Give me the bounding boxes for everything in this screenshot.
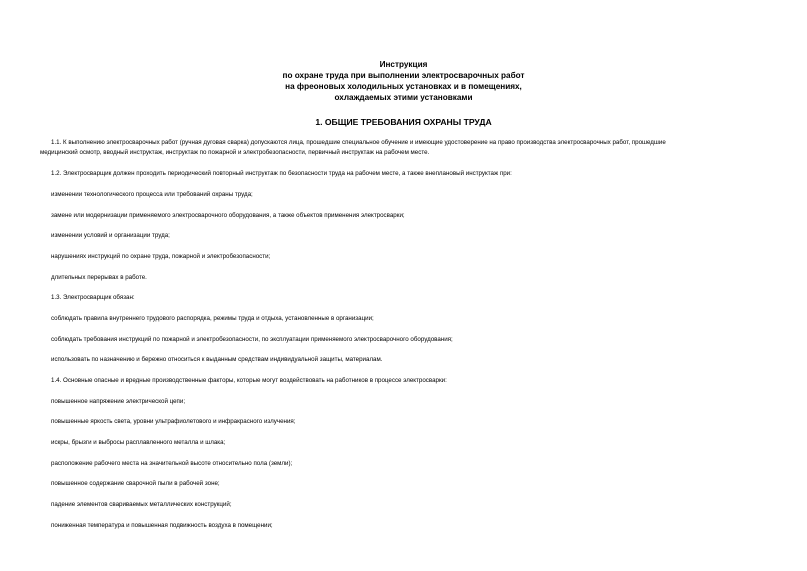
section-heading: 1. ОБЩИЕ ТРЕБОВАНИЯ ОХРАНЫ ТРУДА	[315, 117, 492, 127]
list-item: повышенное содержание сварочной пыли в рабочей зоне;	[51, 480, 220, 487]
paragraph-1-2: 1.2. Электросварщик должен проходить периодический повторный инструктаж по безопасности труда на рабочем месте, а также внеплановый инструктаж при:	[51, 170, 512, 177]
list-item: изменении технологического процесса или требований охраны труда;	[51, 191, 253, 198]
list-item: использовать по назначению и бережно относиться к выданным средствам индивидуальной защиты, материалам.	[51, 356, 383, 363]
list-item: замене или модернизации применяемого электросварочного оборудования, а также объектов применения электросварки;	[51, 212, 405, 219]
paragraph-1-3: 1.3. Электросварщик обязан:	[51, 294, 135, 301]
list-item: искры, брызги и выбросы расплавленного металла и шлака;	[51, 439, 226, 446]
title-line-2: по охране труда при выполнении электросварочных работ	[282, 71, 525, 80]
list-item: расположение рабочего места на значительной высоте относительно пола (земли);	[51, 460, 293, 467]
list-item: повышенное напряжение электрической цепи;	[51, 398, 186, 405]
list-item: нарушениях инструкций по охране труда, пожарной и электробезопасности;	[51, 253, 271, 260]
list-item: пониженная температура и повышенная подвижность воздуха в помещении;	[51, 522, 273, 529]
list-item: длительных перерывах в работе.	[51, 274, 147, 281]
list-item: повышенные яркость света, уровни ультрафиолетового и инфракрасного излучения;	[51, 418, 296, 425]
list-item: падение элементов свариваемых металлических конструкций;	[51, 501, 232, 508]
paragraph-1-4: 1.4. Основные опасные и вредные производственные факторы, которые могут воздействовать на работников в процессе электросварки:	[51, 377, 447, 384]
paragraph-1-1-line-2: медицинский осмотр, вводный инструктаж, инструктаж по пожарной и электробезопасности, первичный инструктаж на рабочем месте.	[40, 149, 430, 156]
title-line-4: охлаждаемых этими установками	[334, 93, 473, 102]
title-line-3: на фреоновых холодильных установках и в помещениях,	[285, 82, 522, 91]
paragraph-1-1-line-1: 1.1. К выполнению электросварочных работ (ручная дуговая сварка) допускаются лица, прошедшие специальное обучение и имеющие удостоверение на право производства электросварочных работ, прошедшие	[51, 139, 666, 146]
document-title	[0, 59, 807, 103]
list-item: изменении условий и организации труда;	[51, 232, 170, 239]
title-line-1: Инструкция	[379, 60, 428, 69]
list-item: соблюдать требования инструкций по пожарной и электробезопасности, по эксплуатации применяемого электросварочного оборудования;	[51, 336, 453, 343]
list-item: соблюдать правила внутреннего трудового распорядка, режимы труда и отдыха, установленные в организации;	[51, 315, 374, 322]
